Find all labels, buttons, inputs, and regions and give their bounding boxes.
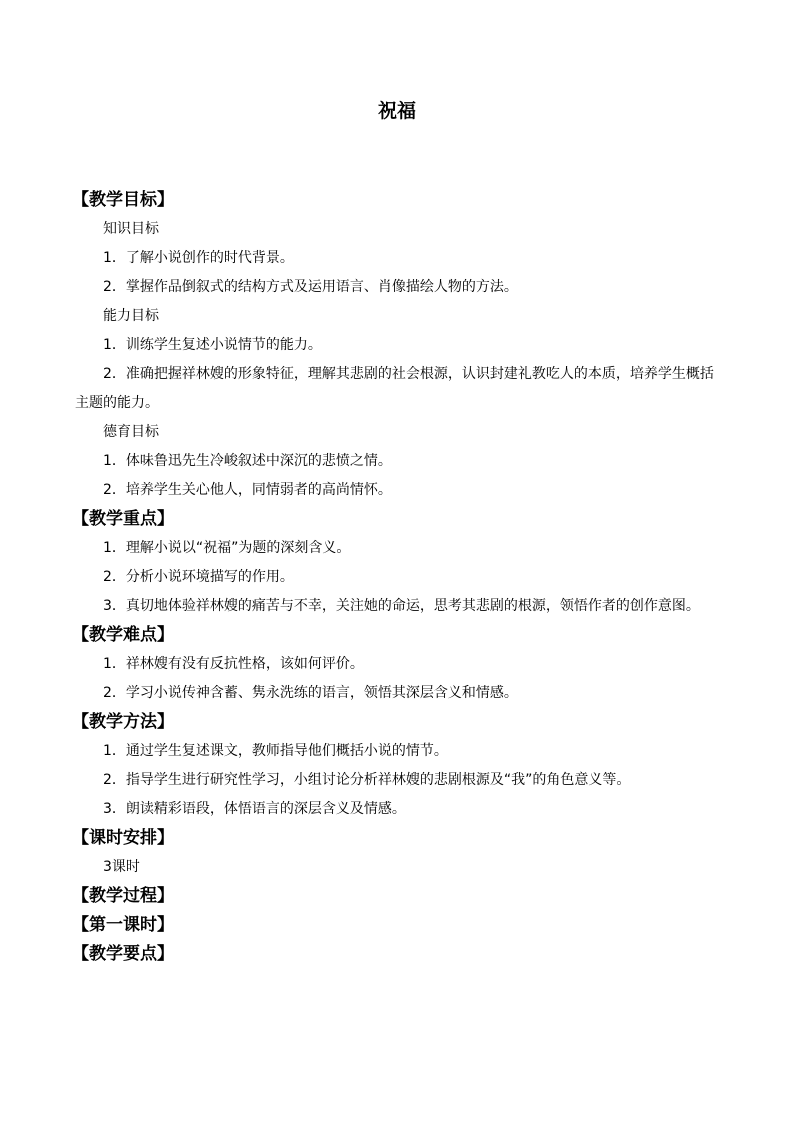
moral-goal-item: 2．培养学生关心他人，同情弱者的高尚情怀。 [103, 482, 392, 498]
difficulty-item: 1．祥林嫂有没有反抗性格，该如何评价。 [103, 656, 364, 672]
subheading-knowledge-goals: 知识目标 [103, 221, 159, 237]
key-point-item: 1．理解小说以“祝福”为题的深刻含义。 [103, 540, 351, 556]
key-point-item: 2．分析小说环境描写的作用。 [103, 569, 294, 585]
heading-methods: 【教学方法】 [72, 712, 174, 732]
method-item: 2．指导学生进行研究性学习，小组讨论分析祥林嫂的悲剧根源及“我”的角色意义等。 [103, 772, 631, 788]
document-title: 祝福 [377, 100, 416, 122]
moral-goal-item: 1．体味鲁迅先生冷峻叙述中深沉的悲愤之情。 [103, 453, 392, 469]
document-body [72, 186, 725, 969]
heading-difficulties: 【教学难点】 [72, 625, 174, 645]
schedule-value: 3课时 [103, 859, 140, 875]
knowledge-goal-item: 2．掌握作品倒叙式的结构方式及运用语言、肖像描绘人物的方法。 [103, 279, 518, 295]
heading-key-points: 【教学重点】 [72, 509, 174, 529]
heading-main-points: 【教学要点】 [72, 944, 174, 964]
heading-process: 【教学过程】 [72, 886, 174, 906]
key-point-item: 3．真切地体验祥林嫂的痛苦与不幸，关注她的命运，思考其悲剧的根源，领悟作者的创作意图。 [103, 598, 700, 614]
heading-first-lesson: 【第一课时】 [72, 915, 174, 935]
heading-teaching-goals: 【教学目标】 [72, 190, 174, 210]
subheading-moral-goals: 德育目标 [103, 424, 159, 440]
heading-schedule: 【课时安排】 [72, 828, 174, 848]
subheading-ability-goals: 能力目标 [103, 308, 159, 324]
method-item: 3．朗读精彩语段，体悟语言的深层含义及情感。 [103, 801, 406, 817]
knowledge-goal-item: 1．了解小说创作的时代背景。 [103, 250, 294, 266]
difficulty-item: 2．学习小说传神含蓄、隽永洗练的语言，领悟其深层含义和情感。 [103, 685, 518, 701]
method-item: 1．通过学生复述课文，教师指导他们概括小说的情节。 [103, 743, 448, 759]
ability-goal-item: 1．训练学生复述小说情节的能力。 [103, 337, 322, 353]
ability-goal-item: 2．准确把握祥林嫂的形象特征，理解其悲剧的社会根源，认识封建礼教吃人的本质，培养学生概括主题的能力。 [75, 366, 714, 411]
